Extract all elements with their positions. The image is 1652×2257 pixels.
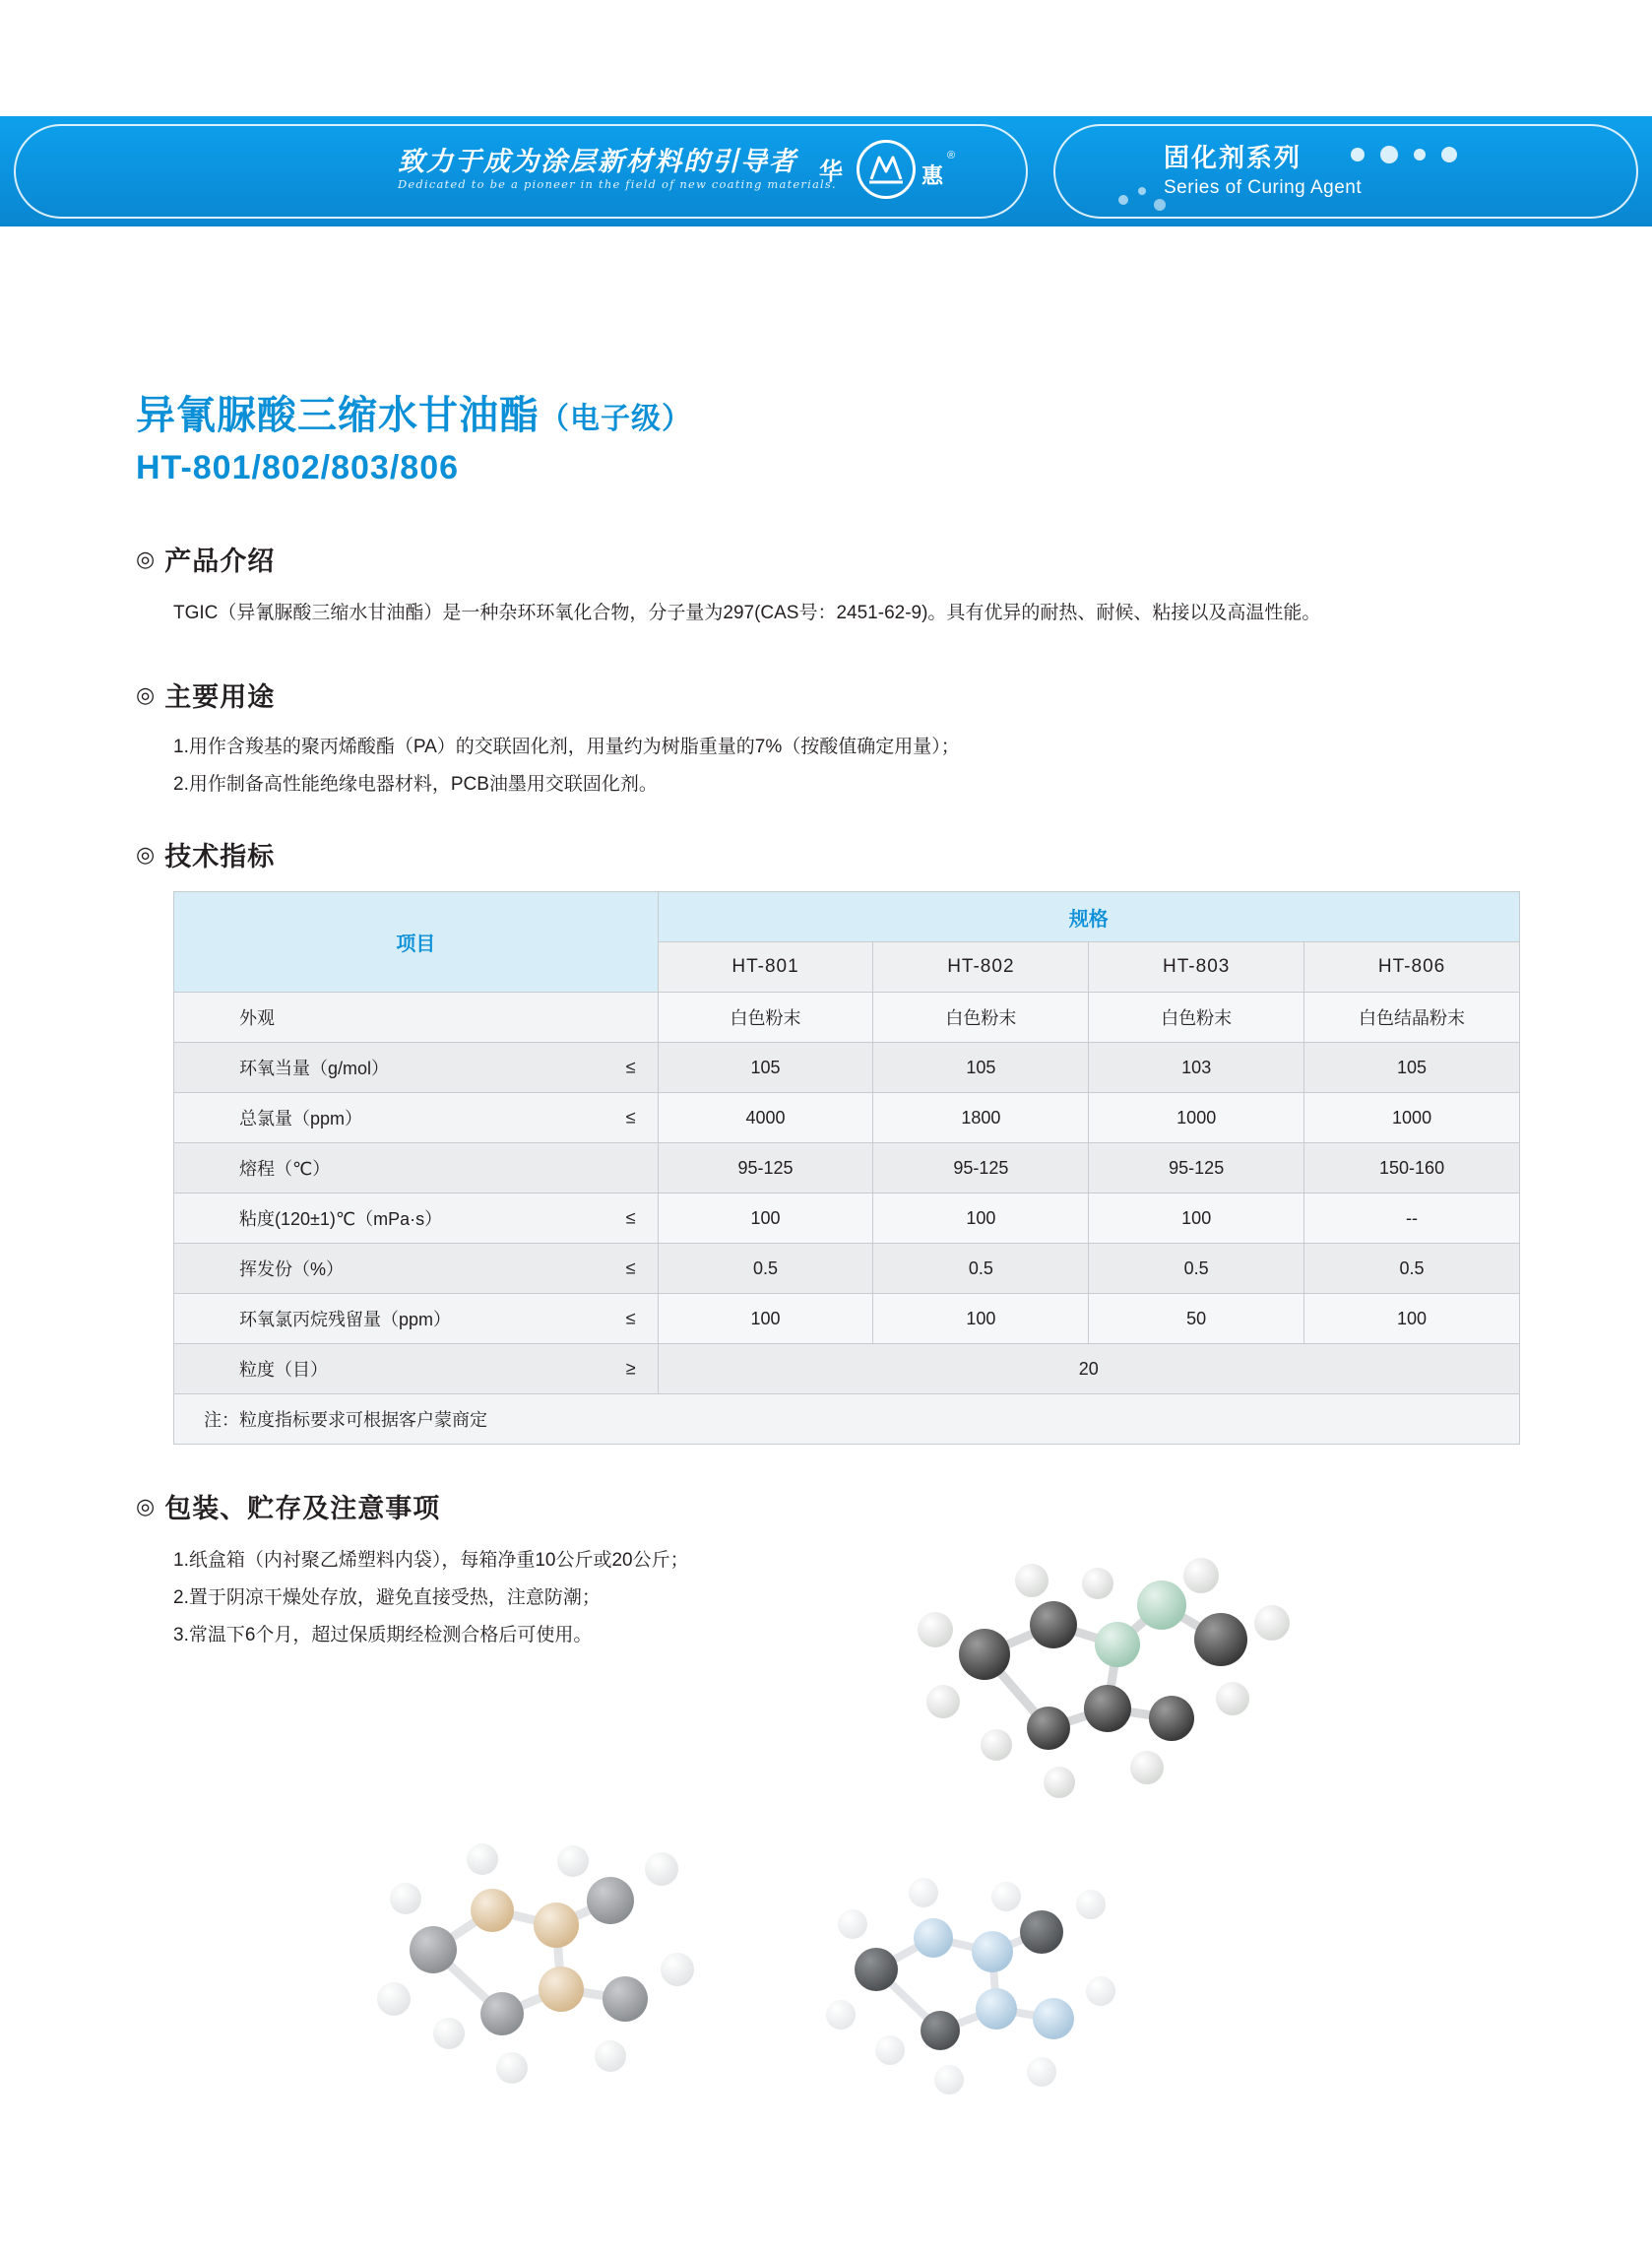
- packaging-line-1: 1.纸盒箱（内衬聚乙烯塑料内袋），每箱净重10公斤或20公斤；: [173, 1550, 689, 1571]
- section-heading-packaging-label: 包装、贮存及注意事项: [164, 1494, 441, 1523]
- uses-line-2: 2.用作制备高性能绝缘电器材料，PCB油墨用交联固化剂。: [173, 774, 658, 795]
- table-cell: 0.5: [873, 1244, 1089, 1294]
- table-row-item-label: 熔程（℃）: [239, 1159, 331, 1179]
- table-cell: 100: [873, 1294, 1089, 1344]
- table-cell: 103: [1089, 1043, 1304, 1093]
- table-row-item-label: 外观: [239, 1008, 275, 1028]
- table-row-item: [174, 1143, 659, 1193]
- table-cell: 白色结晶粉末: [1304, 993, 1520, 1043]
- table-cell: --: [1304, 1193, 1520, 1244]
- table-row-item-label: 挥发份（%）: [239, 1259, 345, 1279]
- logo-character-right: 惠: [921, 164, 944, 189]
- table-row-item-label: 粒度（目）: [239, 1360, 328, 1380]
- table-header-item: 项目: [174, 892, 659, 993]
- table-cell: 105: [873, 1043, 1089, 1093]
- decorative-dot: [1351, 148, 1365, 161]
- table-cell: 1000: [1089, 1093, 1304, 1143]
- table-row-item-label: 环氧当量（g/mol）: [239, 1059, 390, 1078]
- table-row-operator: ≤: [625, 1057, 636, 1077]
- section-heading-uses-label: 主要用途: [164, 682, 276, 712]
- table-row-item: [174, 1093, 659, 1143]
- table-row-item-label: 总氯量（ppm）: [239, 1109, 363, 1128]
- molecule-illustration-bottom-right: [817, 1871, 1132, 2097]
- table-row-operator: ≤: [625, 1257, 636, 1278]
- page-header: [0, 116, 1652, 226]
- table-row-operator: ≤: [625, 1207, 636, 1228]
- table-header-spec: 规格: [658, 892, 1519, 942]
- intro-paragraph: TGIC（异氰脲酸三缩水甘油酯）是一种杂环环氧化合物，分子量为297(CAS号：2451-62-9)。具有优异的耐热、耐候、粘接以及高温性能。: [173, 603, 1321, 623]
- decorative-dot: [1414, 149, 1426, 161]
- company-slogan-chinese: 致力于成为涂层新材料的引导者: [398, 147, 797, 177]
- decorative-dot: [1138, 187, 1146, 195]
- table-cell: 100: [1089, 1193, 1304, 1244]
- table-row-item: [174, 1244, 659, 1294]
- section-heading-uses: [136, 676, 275, 714]
- bullet-icon: ◎: [136, 546, 156, 571]
- section-heading-specs: [136, 835, 275, 873]
- table-cell: 95-125: [873, 1143, 1089, 1193]
- table-row-item-label: 环氧氯丙烷残留量（ppm）: [239, 1310, 452, 1329]
- decorative-dot: [1118, 195, 1128, 205]
- registered-trademark-icon: ®: [947, 150, 956, 161]
- table-cell: 105: [1304, 1043, 1520, 1093]
- table-row-operator: ≤: [625, 1308, 636, 1328]
- table-row-operator: ≤: [625, 1107, 636, 1128]
- table-row: [174, 993, 1520, 1043]
- table-cell: 0.5: [658, 1244, 873, 1294]
- decorative-dot: [1380, 146, 1398, 163]
- packaging-line-3: 3.常温下6个月，超过保质期经检测合格后可使用。: [173, 1625, 593, 1645]
- table-row-operator: ≥: [625, 1358, 636, 1379]
- table-cell-merged: 20: [658, 1344, 1519, 1394]
- table-row: [174, 1193, 1520, 1244]
- decorative-dot: [1154, 199, 1166, 211]
- table-column-ht802: HT-802: [873, 942, 1089, 993]
- company-logo: [813, 134, 971, 207]
- table-cell: 95-125: [658, 1143, 873, 1193]
- page-title-grade: （电子级）: [540, 403, 692, 435]
- table-row: [174, 1093, 1520, 1143]
- table-cell: 100: [873, 1193, 1089, 1244]
- decorative-dot: [1441, 147, 1457, 162]
- table-cell: 1800: [873, 1093, 1089, 1143]
- table-row-merged: [174, 1344, 1520, 1394]
- header-right-panel: [1053, 124, 1638, 219]
- table-cell: 白色粉末: [873, 993, 1089, 1043]
- page-title-main: 异氰脲酸三缩水甘油酯: [136, 394, 540, 437]
- table-row-item: [174, 1344, 659, 1394]
- table-column-ht801: HT-801: [658, 942, 873, 993]
- company-slogan-english: Dedicated to be a pioneer in the field of new coating materials.: [398, 177, 837, 191]
- table-cell: 0.5: [1089, 1244, 1304, 1294]
- bullet-icon: ◎: [136, 1493, 156, 1518]
- table-cell: 白色粉末: [658, 993, 873, 1043]
- product-code: HT-801/802/803/806: [136, 449, 460, 486]
- series-title-chinese: 固化剂系列: [1164, 143, 1303, 172]
- specifications-table: [173, 891, 1520, 1445]
- table-row: [174, 1294, 1520, 1344]
- table-header-row-top: [174, 892, 1520, 942]
- section-heading-intro-label: 产品介绍: [164, 547, 276, 576]
- uses-line-1: 1.用作含羧基的聚丙烯酸酯（PA）的交联固化剂，用量约为树脂重量的7%（按酸值确定用量）；: [173, 737, 960, 757]
- section-heading-intro: [136, 540, 275, 578]
- molecule-illustration-bottom-left: [364, 1832, 719, 2088]
- table-row: [174, 1244, 1520, 1294]
- table-note: 注：粒度指标要求可根据客户蒙商定: [174, 1394, 1520, 1445]
- table-column-ht803: HT-803: [1089, 942, 1304, 993]
- molecule-illustration-top: [866, 1536, 1309, 1822]
- logo-character-left: 华: [819, 158, 843, 185]
- bullet-icon: ◎: [136, 681, 156, 707]
- table-cell: 白色粉末: [1089, 993, 1304, 1043]
- table-cell: 50: [1089, 1294, 1304, 1344]
- table-cell: 100: [658, 1193, 873, 1244]
- bullet-icon: ◎: [136, 841, 156, 867]
- packaging-line-2: 2.置于阴凉干燥处存放，避免直接受热，注意防潮；: [173, 1587, 601, 1608]
- logo-emblem-icon: [867, 152, 905, 187]
- table-cell: 100: [658, 1294, 873, 1344]
- table-note-row: [174, 1394, 1520, 1445]
- table-column-ht806: HT-806: [1304, 942, 1520, 993]
- page-title: [136, 384, 692, 440]
- table-row-item: [174, 1043, 659, 1093]
- table-cell: 105: [658, 1043, 873, 1093]
- table-row: [174, 1043, 1520, 1093]
- table-cell: 4000: [658, 1093, 873, 1143]
- table-row: [174, 1143, 1520, 1193]
- table-row-item: [174, 993, 659, 1043]
- table-cell: 150-160: [1304, 1143, 1520, 1193]
- table-cell: 100: [1304, 1294, 1520, 1344]
- section-heading-specs-label: 技术指标: [164, 842, 276, 871]
- table-row-item-label: 粘度(120±1)℃（mPa·s）: [239, 1209, 443, 1229]
- table-cell: 95-125: [1089, 1143, 1304, 1193]
- table-row-item: [174, 1193, 659, 1244]
- table-row-item: [174, 1294, 659, 1344]
- section-heading-packaging: [136, 1487, 440, 1525]
- series-title-english: Series of Curing Agent: [1164, 177, 1363, 198]
- table-cell: 0.5: [1304, 1244, 1520, 1294]
- table-cell: 1000: [1304, 1093, 1520, 1143]
